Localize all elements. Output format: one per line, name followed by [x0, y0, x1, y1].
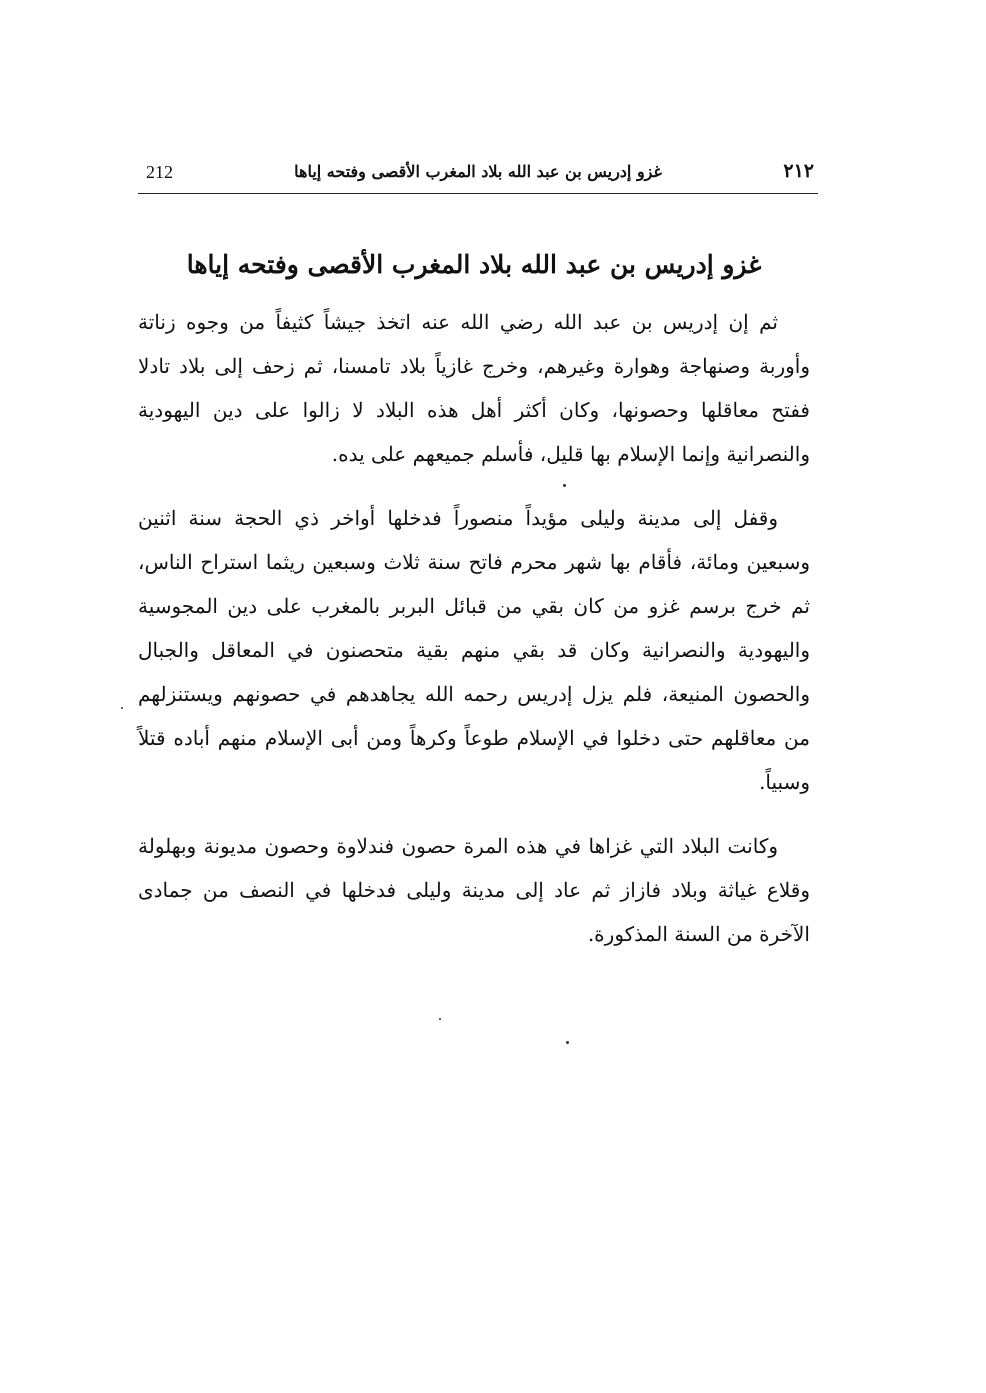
scan-speck [439, 1018, 441, 1020]
scan-speck [121, 707, 123, 709]
running-title: غزو إدريس بن عبد الله بلاد المغرب الأقصى وفتحه إياها [294, 162, 662, 181]
chapter-title: غزو إدريس بن عبد الله بلاد المغرب الأقصى وفتحه إياها [186, 250, 762, 279]
body-text [138, 300, 810, 956]
running-header [138, 160, 818, 190]
header-divider [138, 193, 818, 194]
paragraph-3: وكانت البلاد التي غزاها في هذه المرة حصون فندلاوة وحصون مديونة وبهلولة وقلاع غياثة وبلاد فازاز ثم عاد إلى مدينة وليلى فدخلها في النصف من جمادى الآخرة من السنة المذكورة. [138, 834, 810, 946]
page-number-latin: 212 [146, 162, 173, 182]
scan-speck [566, 1041, 569, 1044]
paragraph-1: ثم إن إدريس بن عبد الله رضي الله عنه اتخذ جيشاً كثيفاً من وجوه زناتة وأوربة وصنهاجة وهوارة وغيرهم، وخرج غازياً بلاد تامسنا، ثم زحف إلى بلاد تادلا ففتح معاقلها وحصونها، وكان أكثر أهل هذه البلاد لا زالوا على دين اليهودية والنصرانية وإنما الإسلام بها قليل، فأسلم جميعهم على يده. [138, 310, 810, 466]
paragraph-2: وقفل إلى مدينة وليلى مؤيداً منصوراً فدخلها أواخر ذي الحجة سنة اثنين وسبعين ومائة، فأقام بها شهر محرم فاتح سنة ثلاث وسبعين ريثما استراح الناس، ثم خرج برسم غزو من كان بقي من قبائل البربر بالمغرب على دين المجوسية واليهودية والنصرانية وكان قد بقي منهم بقية متحصنون في المعاقل والجبال والحصون المنيعة، فلم يزل إدريس رحمه الله يجاهدهم في حصونهم ويستنزلهم من معاقلهم حتى دخلوا في الإسلام طوعاً وكرهاً ومن أبى الإسلام منهم أباده قتلاً وسبياً. [138, 506, 811, 794]
page-number-arabic: ٢١٢ [783, 160, 814, 182]
scan-speck [563, 484, 566, 487]
